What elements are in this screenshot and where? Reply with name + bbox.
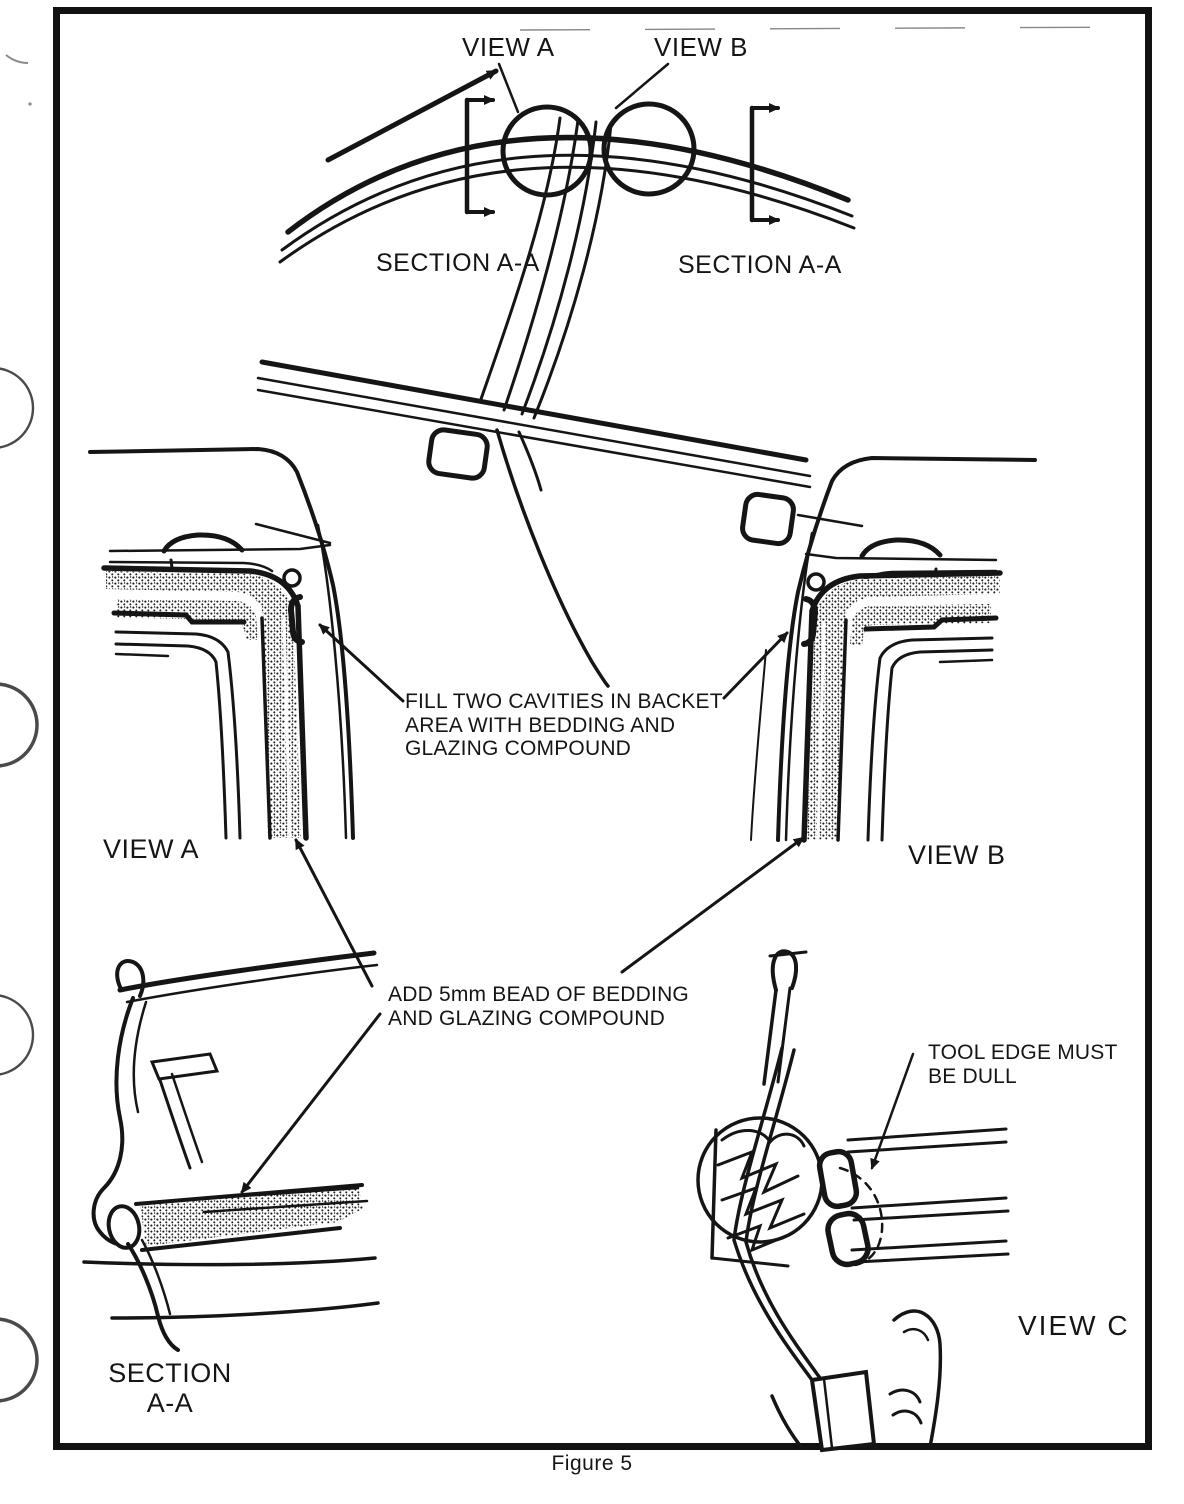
fill-note-arrow-left <box>320 625 403 701</box>
clip-hole <box>284 570 300 586</box>
detail-view-b-label: VIEW B <box>908 840 1006 870</box>
section-aa-right-label: SECTION A-A <box>678 251 842 279</box>
detail-view-a-label: VIEW A <box>103 834 200 864</box>
top-view-a-label: VIEW A <box>462 32 555 62</box>
add-bead-note: ADD 5mm BEAD OF BEDDING AND GLAZING COMPOUND <box>388 983 689 1030</box>
clip-hole <box>808 574 824 590</box>
seal-cross-section <box>712 1130 804 1266</box>
roof-overview-drawing <box>280 64 854 418</box>
view-c-label: VIEW C <box>1018 1310 1130 1341</box>
top-view-b-label: VIEW B <box>654 32 749 62</box>
binder-hole-marks <box>0 55 37 1401</box>
section-aa-left-label: SECTION A-A <box>376 249 540 277</box>
view-a-leader <box>499 64 518 112</box>
door-handle-right <box>741 493 795 545</box>
belt-molding-line <box>262 362 806 460</box>
hand-holding-tool <box>772 1311 940 1450</box>
section-marker-left <box>467 100 493 212</box>
fill-note-arrow-right <box>724 633 787 698</box>
figure-caption: Figure 5 <box>551 1452 633 1475</box>
bead-note-arrow-section <box>242 1014 380 1192</box>
molding-clip-bump <box>862 540 940 556</box>
view-c-drawing <box>698 951 1008 1450</box>
tool-edge-note: TOOL EDGE MUST BE DULL <box>928 1041 1118 1088</box>
fill-cavities-note: FILL TWO CAVITIES IN BACKET AREA WITH BEDDING AND GLAZING COMPOUND <box>405 690 723 760</box>
molding-lip-hook <box>773 951 796 990</box>
section-aa-bottom-label: SECTION A-A <box>108 1358 232 1419</box>
section-aa-drawing <box>84 953 378 1350</box>
view-a-detail-drawing <box>90 449 353 838</box>
molding-lip-hook <box>117 961 143 996</box>
pillar-sweep-line <box>497 430 608 686</box>
section-marker-right <box>752 108 778 220</box>
bead-note-arrow-left <box>296 840 372 986</box>
view-b-leader <box>616 64 668 108</box>
bead-note-arrow-right <box>622 838 803 972</box>
door-handle-left <box>427 428 489 479</box>
blade-holder <box>812 1372 874 1450</box>
